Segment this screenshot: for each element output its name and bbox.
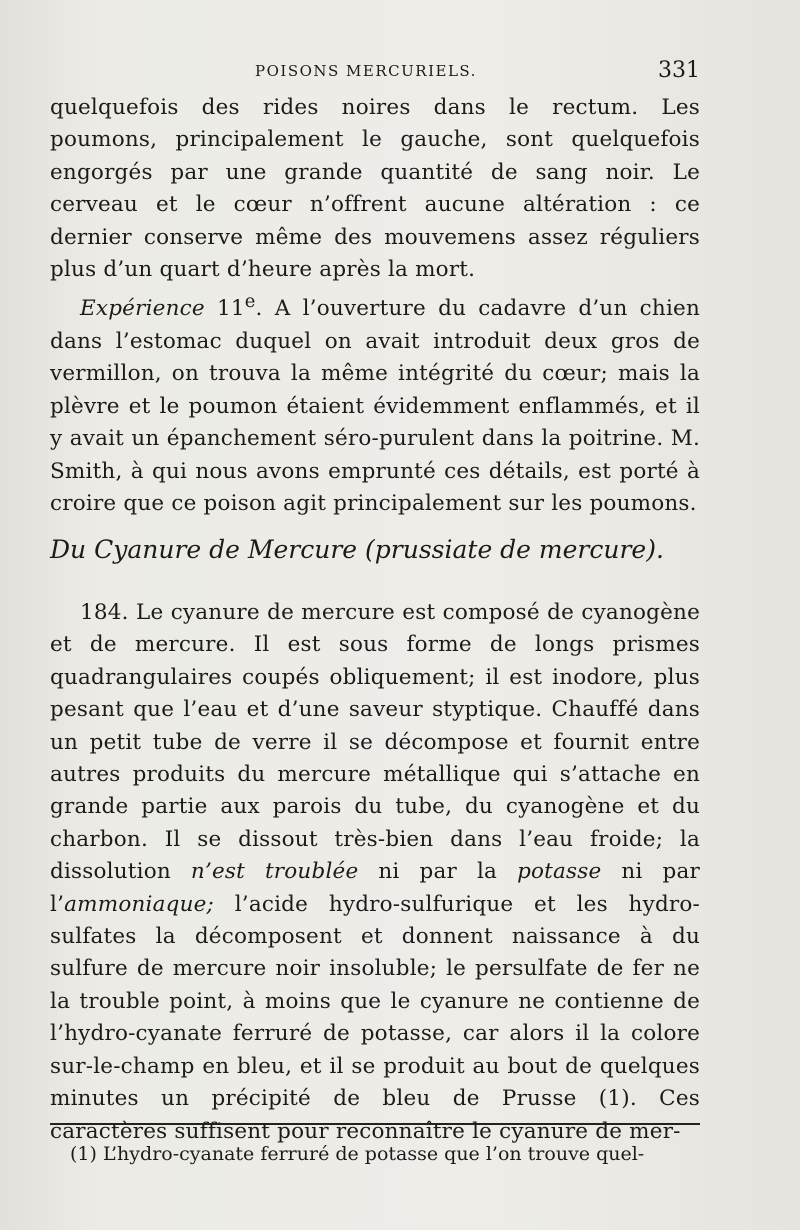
footnote: (1) L’hydro-cyanate ferruré de potasse que l’on trouve quel-: [70, 1143, 645, 1165]
section-title: Du Cyanure de Mercure (prussiate de mercure).: [50, 535, 664, 564]
experience-superscript: e: [244, 291, 256, 313]
paragraph-184: [50, 597, 700, 1148]
experience-number: 11: [216, 296, 245, 322]
paragraph-experience: [50, 286, 700, 520]
p184-italic-potasse: potasse: [517, 859, 602, 885]
page-number: 331: [658, 58, 700, 83]
p184-italic-ammoniaque: ammoniaque;: [64, 891, 214, 917]
p184-part4: l’acide hydro-sulfurique et les hydro-sulfates la décomposent et donnent naissance à du sulfure de mercure noir insoluble; le persulfate de fer ne la trouble point, à moins que le cyanure ne contienne de l’hydro-cyanate ferruré de potasse, car alors il la colore sur-le-champ en bleu, et il se produit au bout de quelques minutes un précipité de bleu de Prusse (1). Ces caractères suffisent pour reconnaître le cyanure de mer-: [50, 891, 700, 1144]
body-text-bottom: [50, 597, 700, 1148]
running-head: POISONS MERCURIELS.: [255, 62, 477, 80]
body-text-top: [50, 92, 700, 520]
footnote-rule: [50, 1123, 700, 1125]
p184-part3: ni par l’: [50, 859, 701, 917]
p184-italic-troublee: n’est troublée: [190, 859, 359, 885]
experience-label: Expérience: [80, 296, 205, 322]
page-header: [50, 58, 700, 88]
p184-part2: ni par la: [358, 859, 518, 885]
experience-text: . A l’ouverture du cadavre d’un chien dans l’estomac duquel on avait introduit deux gros de vermillon, on trouva la même intégrité du cœur; mais la plèvre et le poumon étaient évidemment enflammés, et il y avait un épanchement séro-purulent dans la poitrine. M. Smith, à qui nous avons emprunté ces détails, est porté à croire que ce poison agit principalement sur les poumons.: [50, 296, 700, 517]
paragraph-continuation: quelquefois des rides noires dans le rectum. Les poumons, principalement le gauche, sont quelquefois engorgés par une grande quantité de sang noir. Le cerveau et le cœur n’offrent aucune altération : ce dernier conserve même des mouvemens assez réguliers plus d’un quart d’heure après la mort.: [50, 95, 700, 283]
p184-part1: 184. Le cyanure de mercure est composé de cyanogène et de mercure. Il est sous forme de longs prismes quadrangulaires coupés obliquement; il est inodore, plus pesant que l’eau et d’une saveur styptique. Chauffé dans un petit tube de verre il se décompose et fournit entre autres produits du mercure métallique qui s’attache en grande partie aux parois du tube, du cyanogène et du charbon. Il se dissout très-bien dans l’eau froide; la dissolution: [50, 600, 700, 885]
